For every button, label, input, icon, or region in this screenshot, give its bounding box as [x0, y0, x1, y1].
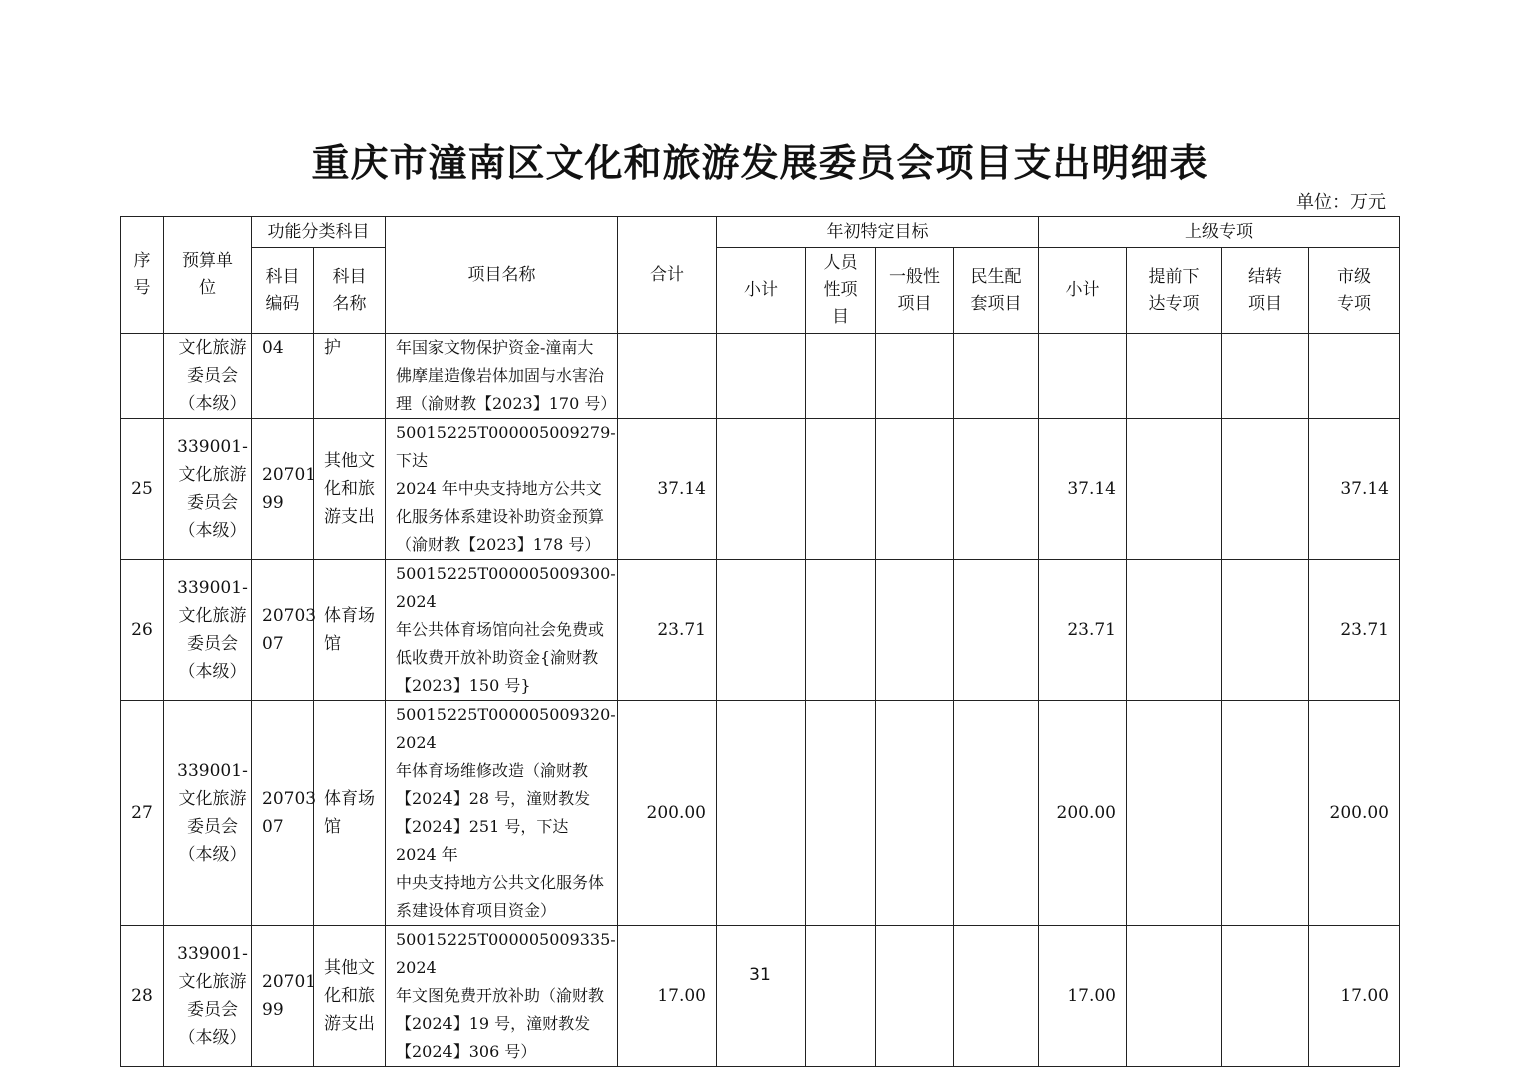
- header-subject-code: 科目 编码: [252, 248, 314, 334]
- header-target-livelihood: 民生配 套项目: [954, 248, 1039, 334]
- table-row: [121, 926, 1400, 1067]
- cell-upper-subtotal: [1039, 334, 1127, 419]
- cell-target-subtotal: [717, 926, 806, 1067]
- cell-target-livelihood: [954, 419, 1039, 560]
- table-row: [121, 419, 1400, 560]
- cell-target-personnel: [806, 334, 876, 419]
- cell-target-subtotal: [717, 419, 806, 560]
- cell-project: 50015225T000005009279-下达 2024 年中央支持地方公共文 化服务体系建设补助资金预算 （渝财教【2023】178 号）: [386, 419, 618, 560]
- cell-upper-subtotal: 37.14: [1039, 419, 1127, 560]
- cell-upper-city: 37.14: [1309, 419, 1400, 560]
- header-upper-advance: 提前下 达专项: [1127, 248, 1222, 334]
- cell-seq: 27: [121, 701, 164, 926]
- page-title: 重庆市潼南区文化和旅游发展委员会项目支出明细表: [311, 140, 1209, 185]
- cell-seq: 28: [121, 926, 164, 1067]
- header-target-personnel: 人员 性项 目: [806, 248, 876, 334]
- header-subject-name: 科目 名称: [314, 248, 386, 334]
- cell-upper-advance: [1127, 926, 1222, 1067]
- cell-target-general: [876, 926, 954, 1067]
- cell-target-subtotal: [717, 701, 806, 926]
- cell-target-general: [876, 334, 954, 419]
- cell-total: 37.14: [618, 419, 717, 560]
- header-project-name: 项目名称: [386, 217, 618, 334]
- cell-upper-carryover: [1222, 560, 1309, 701]
- cell-subject: 体育场 馆: [314, 560, 386, 701]
- cell-target-livelihood: [954, 560, 1039, 701]
- cell-upper-advance: [1127, 560, 1222, 701]
- cell-total: 200.00: [618, 701, 717, 926]
- cell-upper-city: 200.00: [1309, 701, 1400, 926]
- cell-unit: 339001- 文化旅游 委员会 （本级）: [164, 926, 252, 1067]
- cell-subject: 其他文 化和旅 游支出: [314, 419, 386, 560]
- header-func-group: 功能分类科目: [252, 217, 386, 248]
- cell-project: 50015225T000005009320-2024 年体育场维修改造（渝财教 【2024】28 号，潼财教发 【2024】251 号，下达 2024 年 中央支持地方公共文化服务体 系建设体育项目资金）: [386, 701, 618, 926]
- cell-code: 20703 07: [252, 701, 314, 926]
- header-upper-carryover: 结转 项目: [1222, 248, 1309, 334]
- cell-upper-carryover: [1222, 419, 1309, 560]
- header-upper-city: 市级 专项: [1309, 248, 1400, 334]
- header-seq: 序 号: [121, 217, 164, 334]
- header-budget-unit: 预算单 位: [164, 217, 252, 334]
- cell-upper-subtotal: 17.00: [1039, 926, 1127, 1067]
- cell-code: 20701 99: [252, 419, 314, 560]
- cell-upper-city: 23.71: [1309, 560, 1400, 701]
- cell-upper-subtotal: 23.71: [1039, 560, 1127, 701]
- cell-unit: 339001- 文化旅游 委员会 （本级）: [164, 701, 252, 926]
- cell-upper-carryover: [1222, 701, 1309, 926]
- header-upper-group: 上级专项: [1039, 217, 1400, 248]
- cell-upper-carryover: [1222, 926, 1309, 1067]
- cell-target-personnel: [806, 926, 876, 1067]
- cell-target-general: [876, 419, 954, 560]
- cell-unit: 文化旅游 委员会 （本级）: [164, 334, 252, 419]
- cell-seq: [121, 334, 164, 419]
- cell-target-subtotal: [717, 560, 806, 701]
- unit-label: 单位：万元: [1296, 192, 1386, 213]
- cell-seq: 25: [121, 419, 164, 560]
- table-row: [121, 701, 1400, 926]
- cell-code: 20703 07: [252, 560, 314, 701]
- cell-project: 50015225T000005009300-2024 年公共体育场馆向社会免费或 低收费开放补助资金{渝财教 【2023】150 号}: [386, 560, 618, 701]
- cell-upper-city: 17.00: [1309, 926, 1400, 1067]
- header-target-group: 年初特定目标: [717, 217, 1039, 248]
- header-total: 合计: [618, 217, 717, 334]
- cell-upper-subtotal: 200.00: [1039, 701, 1127, 926]
- cell-total: [618, 334, 717, 419]
- page-number: 31: [749, 965, 771, 985]
- cell-upper-city: [1309, 334, 1400, 419]
- cell-upper-carryover: [1222, 334, 1309, 419]
- cell-seq: 26: [121, 560, 164, 701]
- cell-total: 23.71: [618, 560, 717, 701]
- cell-target-subtotal: [717, 334, 806, 419]
- cell-target-personnel: [806, 701, 876, 926]
- cell-total: 17.00: [618, 926, 717, 1067]
- cell-target-livelihood: [954, 926, 1039, 1067]
- cell-target-livelihood: [954, 701, 1039, 926]
- cell-project: 年国家文物保护资金-潼南大 佛摩崖造像岩体加固与水害治 理（渝财教【2023】170 号）: [386, 334, 618, 419]
- cell-upper-advance: [1127, 334, 1222, 419]
- expenditure-table: [120, 216, 1400, 1067]
- cell-upper-advance: [1127, 419, 1222, 560]
- cell-subject: 护: [314, 334, 386, 419]
- header-target-general: 一般性 项目: [876, 248, 954, 334]
- cell-project: 50015225T000005009335-2024 年文图免费开放补助（渝财教 【2024】19 号，潼财教发 【2024】306 号）: [386, 926, 618, 1067]
- cell-code: 20701 99: [252, 926, 314, 1067]
- cell-target-personnel: [806, 560, 876, 701]
- cell-subject: 体育场 馆: [314, 701, 386, 926]
- table-row: [121, 334, 1400, 419]
- cell-target-general: [876, 701, 954, 926]
- cell-unit: 339001- 文化旅游 委员会 （本级）: [164, 419, 252, 560]
- cell-target-personnel: [806, 419, 876, 560]
- cell-target-livelihood: [954, 334, 1039, 419]
- header-target-subtotal: 小计: [717, 248, 806, 334]
- cell-upper-advance: [1127, 701, 1222, 926]
- table-row: [121, 560, 1400, 701]
- cell-subject: 其他文 化和旅 游支出: [314, 926, 386, 1067]
- cell-code: 04: [252, 334, 314, 419]
- cell-target-general: [876, 560, 954, 701]
- cell-unit: 339001- 文化旅游 委员会 （本级）: [164, 560, 252, 701]
- header-upper-subtotal: 小计: [1039, 248, 1127, 334]
